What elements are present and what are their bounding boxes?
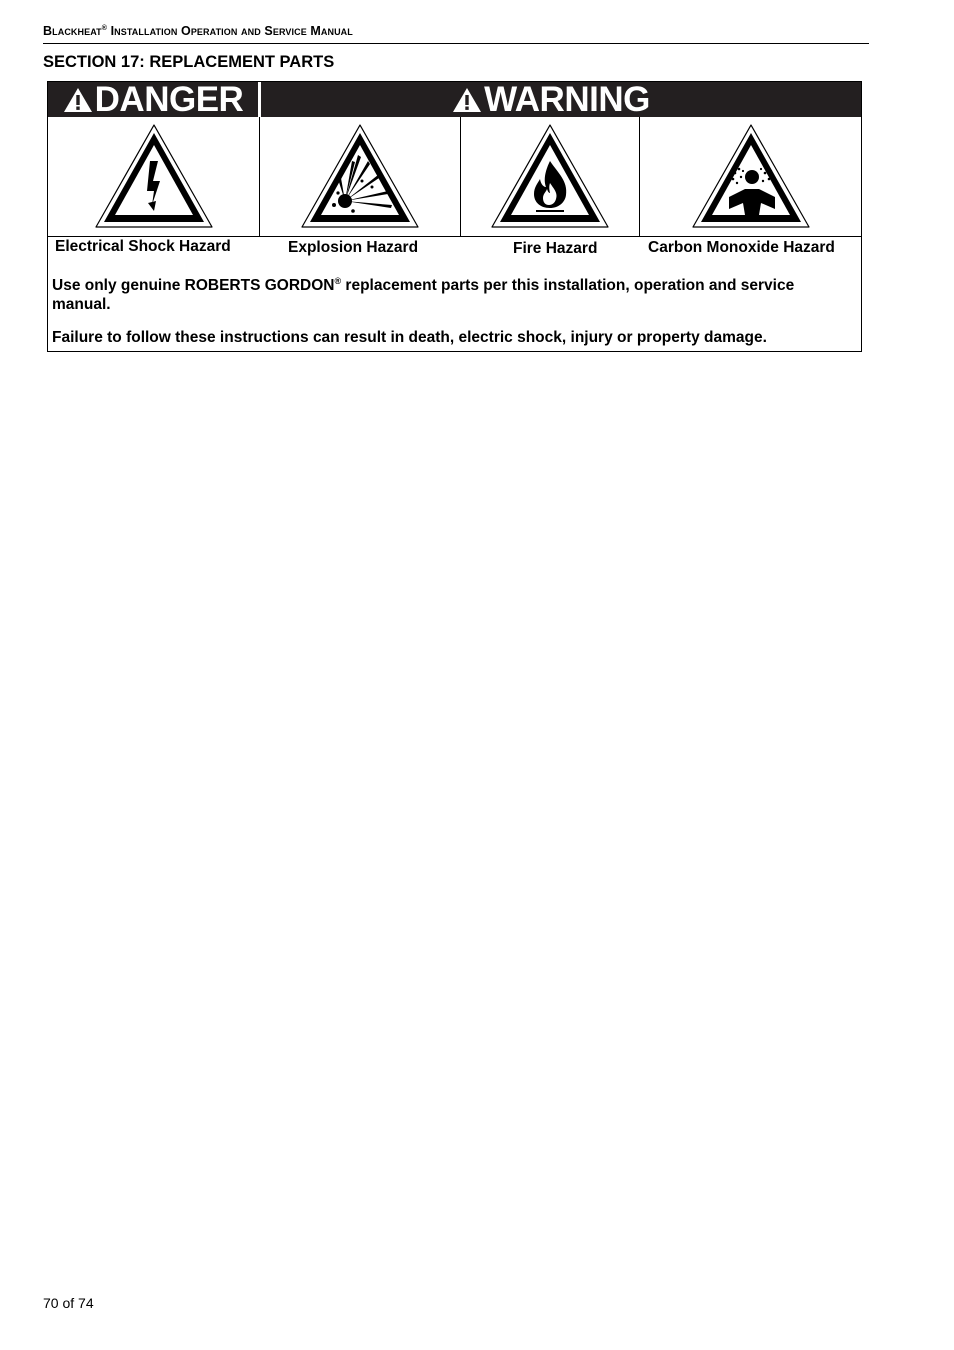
hazard-label-explosion: Explosion Hazard — [288, 239, 419, 256]
replacement-parts-instruction — [52, 272, 852, 314]
alert-triangle-icon — [63, 87, 93, 113]
carbon-monoxide-icon — [689, 121, 813, 233]
danger-banner — [48, 82, 258, 117]
hazard-cell-electrical — [48, 117, 259, 237]
hazard-label-carbon-monoxide: Carbon Monoxide Hazard — [648, 239, 835, 256]
instruction-reg-mark: ® — [334, 276, 342, 286]
warning-banner — [261, 82, 861, 117]
instruction-text-part1: Use only genuine ROBERTS GORDON — [52, 277, 335, 295]
electric-shock-icon — [92, 121, 216, 233]
page-number: 70 of 74 — [43, 1295, 94, 1311]
hazard-label-electrical: Electrical Shock Hazard — [55, 238, 231, 255]
alert-triangle-icon — [452, 87, 482, 113]
header-title: Installation Operation and Service Manual — [107, 24, 353, 38]
header-brand: Blackheat — [43, 24, 102, 38]
fire-icon — [488, 121, 612, 233]
hazard-cell-explosion — [259, 117, 460, 237]
icon-row-divider — [48, 236, 861, 237]
hazard-cell-fire — [460, 117, 639, 237]
section-title: SECTION 17: REPLACEMENT PARTS — [43, 53, 335, 71]
hazard-cell-carbon-monoxide — [639, 117, 861, 237]
hazard-warning-box — [47, 81, 862, 352]
running-header — [43, 24, 869, 44]
failure-consequence-statement: Failure to follow these instructions can result in death, electric shock, injury or property damage. — [52, 329, 767, 346]
hazard-label-fire: Fire Hazard — [513, 240, 598, 257]
header-reg-mark: ® — [101, 24, 108, 32]
danger-label: DANGER — [94, 80, 244, 119]
warning-label: WARNING — [484, 80, 650, 119]
instruction-text-part2: replacement parts per this installation, operation and service manual. — [52, 277, 795, 314]
explosion-icon — [298, 121, 422, 233]
